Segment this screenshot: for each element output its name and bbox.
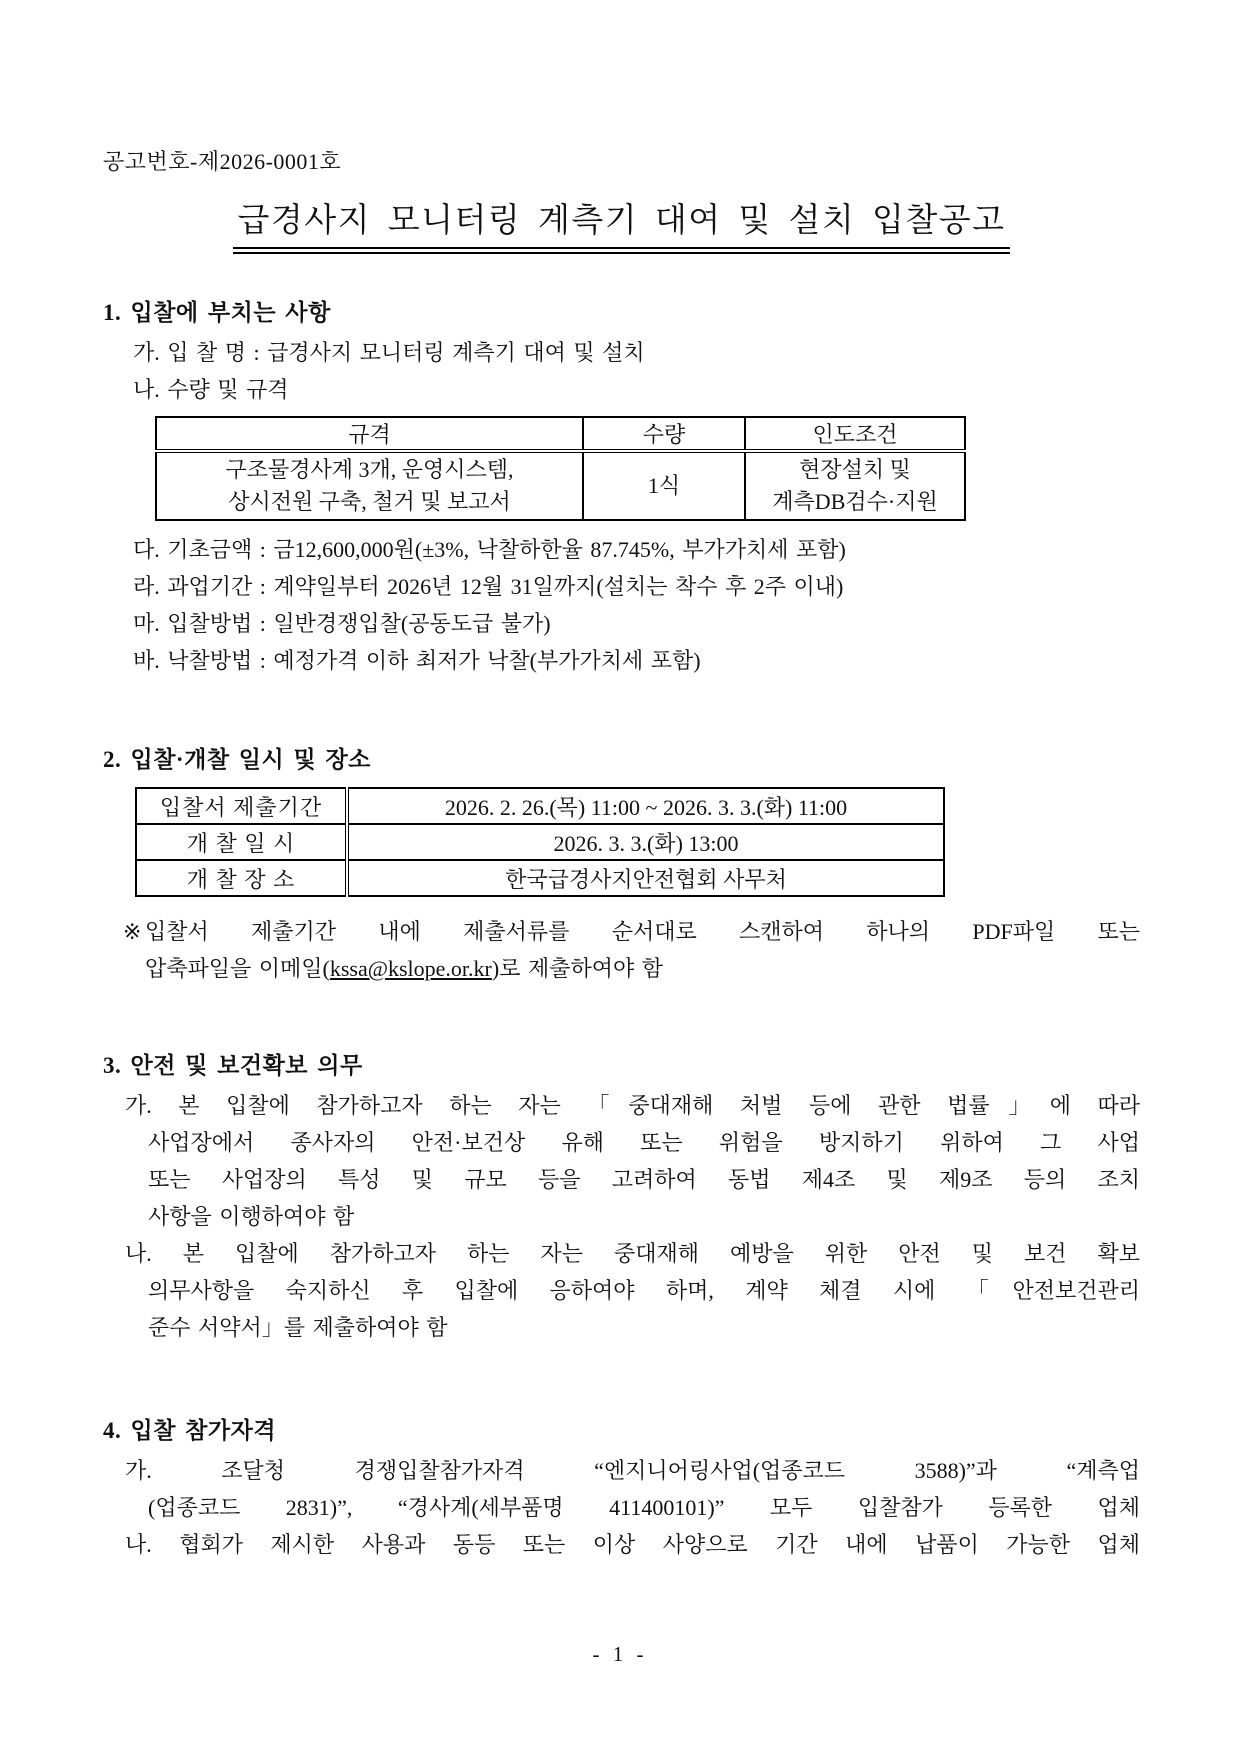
note-line2-post: )로 제출하여야 함 [491,956,663,981]
section4-item-ga [103,1452,1140,1526]
schedule-value-submission: 2026. 2. 26.(목) 11:00 ~ 2026. 3. 3.(화) 11:00 [347,788,944,824]
quantity-cell: 1식 [583,451,745,520]
paragraph-line: (업종코드 2831)”, “경사계(세부품명 411400101)” 모두 입찰참가 등록한 업체 [148,1495,1140,1520]
section1-heading: 1. 입찰에 부치는 사항 [103,300,331,325]
schedule-row-submission [136,788,944,824]
page-number: - 1 - [592,1642,648,1666]
paragraph-line: 가. 조달청 경쟁입찰참가자격 “엔지니어링사업(업종코드 3588)”과 “계측업 [125,1458,1140,1483]
section2-heading: 2. 입찰·개찰 일시 및 장소 [103,747,371,772]
doc-number: 공고번호-제2026-0001호 [103,149,342,174]
paragraph-line: 나. 협회가 제시한 사용과 동등 또는 이상 사양으로 기간 내에 납품이 가능한 업체 [125,1532,1140,1557]
section3-heading: 3. 안전 및 보건확보 의무 [103,1053,363,1078]
schedule-label-submission: 입찰서 제출기간 [136,788,347,824]
section1-item-na: 나. 수량 및 규격 [133,377,289,402]
email-link[interactable]: kssa@kslope.or.kr [329,956,492,981]
title-wrap [103,200,1140,254]
submission-note [103,913,1140,987]
schedule-row-opening-time [136,824,944,860]
paragraph-line: 사업장에서 종사자의 안전·보건상 유해 또는 위험을 방지하기 위하여 그 사업 [148,1130,1140,1155]
paragraph-line: 의무사항을 숙지하신 후 입찰에 응하여야 하며, 계약 체결 시에 「안전보건관리 [148,1278,1140,1303]
spec-table-header-qty: 수량 [583,417,745,451]
paragraph-line: 나. 본 입찰에 참가하고자 하는 자는 중대재해 예방을 위한 안전 및 보건 확보 [125,1241,1140,1266]
schedule-table [135,787,945,897]
spec-table-header-row [156,417,965,451]
page-title: 급경사지 모니터링 계측기 대여 및 설치 입찰공고 [233,200,1009,254]
paragraph-line: 가. 본 입찰에 참가하고자 하는 자는 「중대재해 처벌 등에 관한 법률」에 따라 [125,1093,1140,1118]
note-line2-pre: 압축파일을 이메일( [145,956,330,981]
spec-table-header-delivery: 인도조건 [745,417,965,451]
schedule-row-opening-place [136,860,944,896]
spec-table-data-row [156,451,965,520]
section4-item-na [103,1526,1140,1563]
spec-line1: 구조물경사계 3개, 운영시스템, [225,457,514,482]
section1-item-ba: 바. 낙찰방법 : 예정가격 이하 최저가 낙찰(부가가치세 포함) [133,648,701,673]
section3-item-ga [103,1087,1140,1235]
schedule-value-opening-place: 한국급경사지안전협회 사무처 [347,860,944,896]
section3-item-na [103,1235,1140,1346]
spec-line2: 상시전원 구축, 철거 및 보고서 [228,489,511,514]
section4-heading: 4. 입찰 참가자격 [103,1418,277,1443]
section1-item-ma: 마. 입찰방법 : 일반경쟁입찰(공동도급 불가) [133,611,551,636]
delivery-line2: 계측DB검수·지원 [772,489,938,514]
note-marker: ※ [123,919,142,944]
delivery-line1: 현장설치 및 [799,457,911,482]
paragraph-line: 또는 사업장의 특성 및 규모 등을 고려하여 동법 제4조 및 제9조 등의 조치 [148,1167,1140,1192]
section1-item-da: 다. 기초금액 : 금12,600,000원(±3%, 낙찰하한율 87.745%, 부가가치세 포함) [133,537,846,562]
paragraph-line: 사항을 이행하여야 함 [148,1204,355,1229]
paragraph-line: 준수 서약서」를 제출하여야 함 [148,1315,448,1340]
note-line1: 입찰서 제출기간 내에 제출서류를 순서대로 스캔하여 하나의 PDF파일 또는 [145,919,1140,944]
schedule-label-opening-time: 개 찰 일 시 [136,824,347,860]
note-line2 [145,950,1140,987]
schedule-label-opening-place: 개 찰 장 소 [136,860,347,896]
section1-item-ra: 라. 과업기간 : 계약일부터 2026년 12월 31일까지(설치는 착수 후 2주 이내) [133,574,844,599]
spec-cell [156,451,583,520]
spec-table [155,416,966,521]
delivery-cell [745,451,965,520]
schedule-value-opening-time: 2026. 3. 3.(화) 13:00 [347,824,944,860]
spec-table-header-spec: 규격 [156,417,583,451]
section1-item-ga: 가. 입 찰 명 : 급경사지 모니터링 계측기 대여 및 설치 [133,340,645,365]
